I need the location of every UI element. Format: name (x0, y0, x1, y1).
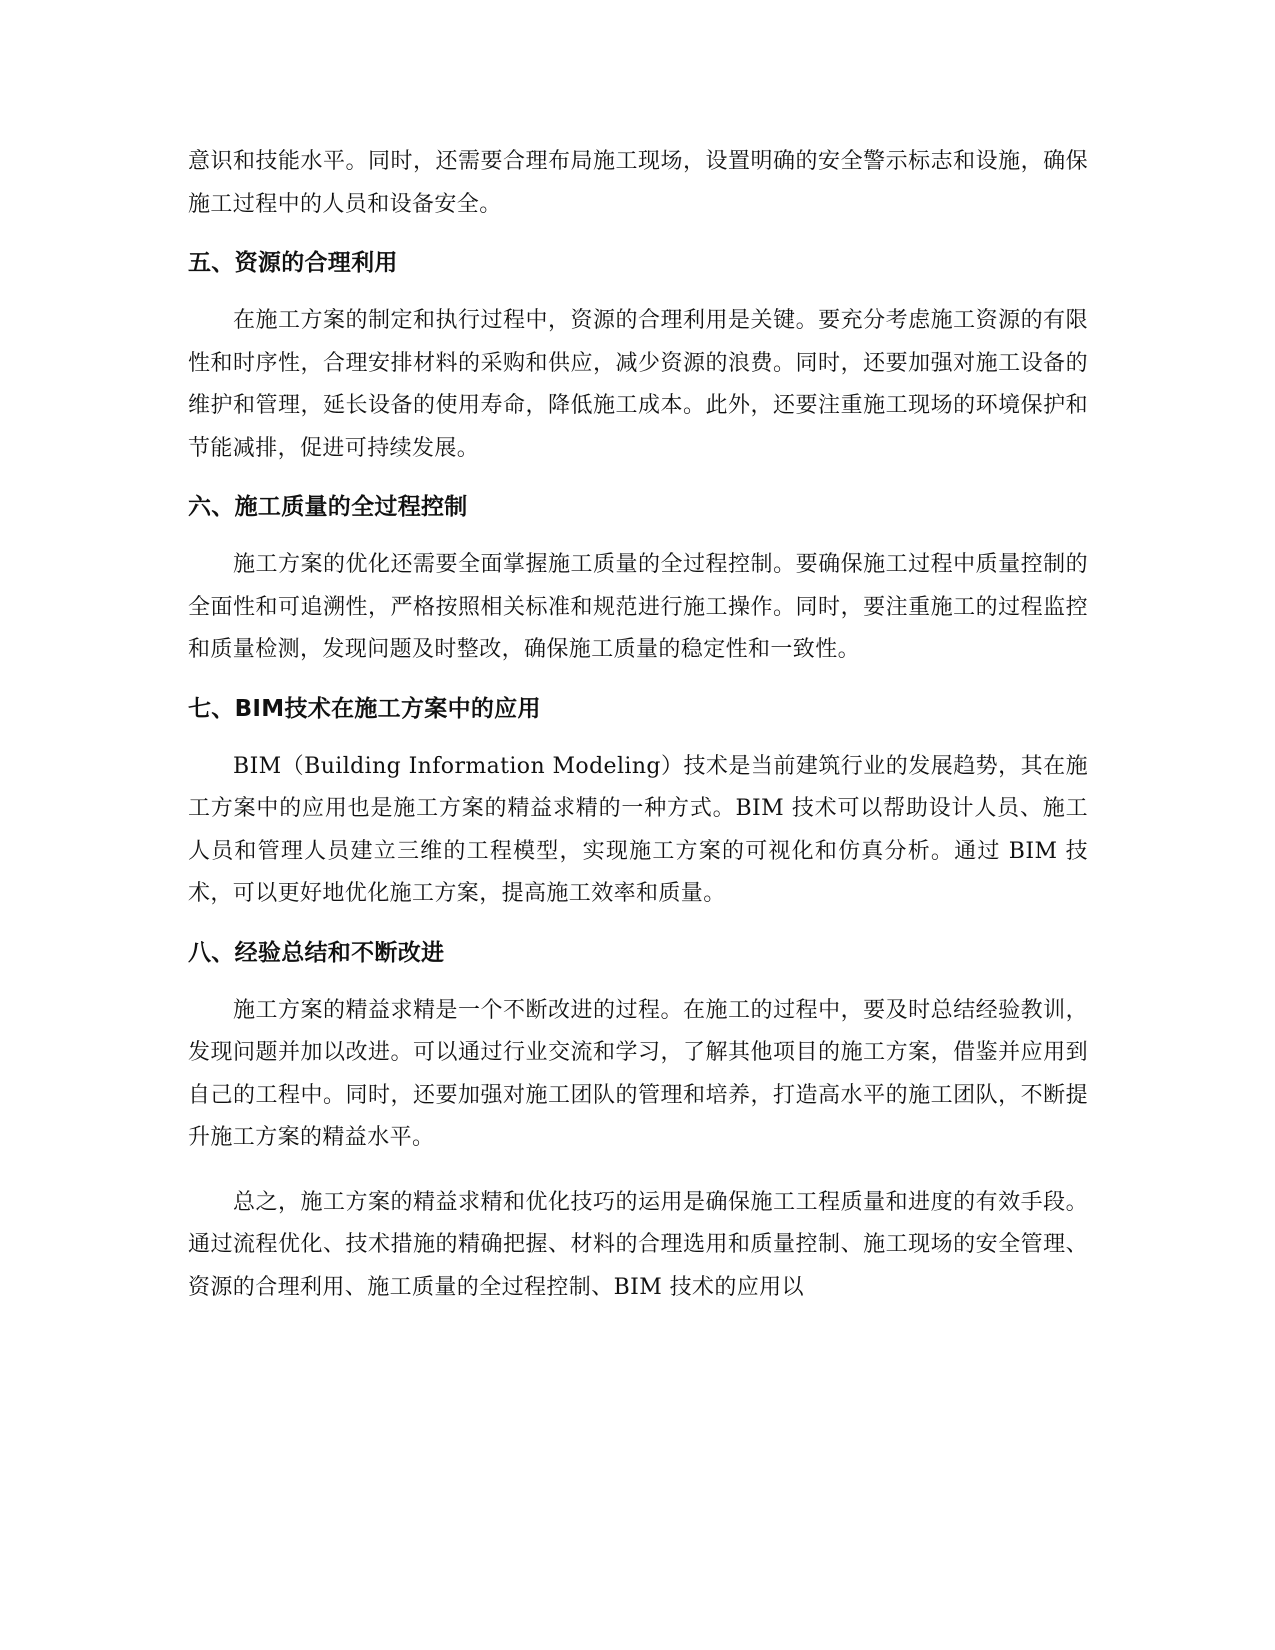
document-body (188, 141, 1088, 1309)
section-heading-resources: 五、资源的合理利用 (188, 250, 398, 276)
section-paragraph-resources: 在施工方案的制定和执行过程中，资源的合理利用是关键。要充分考虑施工资源的有限性和时序性，合理安排材料的采购和供应，减少资源的浪费。同时，还要加强对施工设备的维护和管理，延长设备的使用寿命，降低施工成本。此外，还要注重施工现场的环境保护和节能减排，促进可持续发展。 (188, 308, 1088, 461)
section-heading-bim: 七、BIM技术在施工方案中的应用 (188, 695, 541, 722)
section-paragraph-quality-control: 施工方案的优化还需要全面掌握施工质量的全过程控制。要确保施工过程中质量控制的全面性和可追溯性，严格按照相关标准和规范进行施工操作。同时，要注重施工的过程监控和质量检测，发现问题及时整改，确保施工质量的稳定性和一致性。 (188, 552, 1088, 662)
section-heading-quality-control: 六、施工质量的全过程控制 (188, 494, 468, 520)
intro-paragraph: 意识和技能水平。同时，还需要合理布局施工现场，设置明确的安全警示标志和设施，确保施工过程中的人员和设备安全。 (188, 149, 1088, 217)
section-heading-experience: 八、经验总结和不断改进 (188, 939, 445, 966)
section-paragraph-bim: BIM（Building Information Modeling）技术是当前建筑行业的发展趋势，其在施工方案中的应用也是施工方案的精益求精的一种方式。BIM 技术可以帮助设计人员、施工人员和管理人员建立三维的工程模型，实现施工方案的可视化和仿真分析。通过 BIM 技术，可以更好地优化施工方案，提高施工效率和质量。 (188, 753, 1088, 906)
section-paragraph-experience: 施工方案的精益求精是一个不断改进的过程。在施工的过程中，要及时总结经验教训，发现问题并加以改进。可以通过行业交流和学习，了解其他项目的施工方案，借鉴并应用到自己的工程中。同时，还要加强对施工团队的管理和培养，打造高水平的施工团队，不断提升施工方案的精益水平。 (188, 997, 1088, 1150)
conclusion-paragraph: 总之，施工方案的精益求精和优化技巧的运用是确保施工工程质量和进度的有效手段。通过流程优化、技术措施的精确把握、材料的合理选用和质量控制、施工现场的安全管理、资源的合理利用、施工质量的全过程控制、BIM 技术的应用以 (188, 1189, 1088, 1300)
